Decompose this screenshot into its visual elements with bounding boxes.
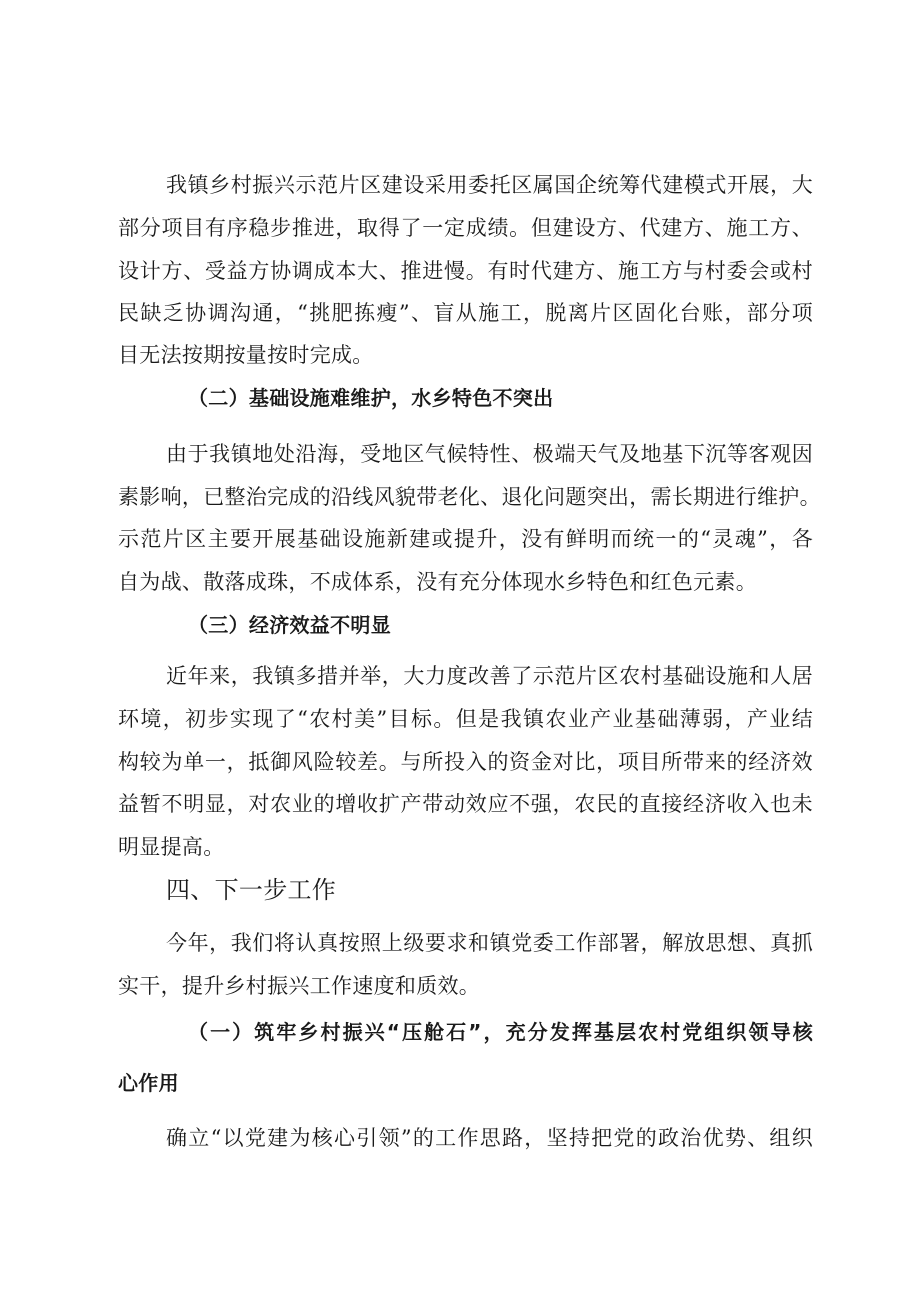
- paragraph-2-line-4: 自为战、散落成珠，不成体系，没有充分体现水乡特色和红色元素。: [118, 570, 757, 594]
- section-heading-2: （二）基础设施难维护，水乡特色不突出: [188, 386, 554, 410]
- subsection-heading-1-line-1: （一）筑牢乡村振兴“压舱石”，充分发挥基层农村党组织领导核: [188, 1020, 813, 1044]
- section-heading-3: （三）经济效益不明显: [188, 613, 391, 637]
- paragraph-4-line-2: 实干，提升乡村振兴工作速度和质效。: [118, 974, 481, 998]
- paragraph-3-line-4: 益暂不明显，对农业的增收扩产带动效应不强，农民的直接经济收入也未: [118, 792, 813, 816]
- paragraph-1-line-3: 设计方、受益方协调成本大、推进慢。有时代建方、施工方与村委会或村: [118, 259, 813, 283]
- paragraph-1-line-5: 目无法按期按量按时完成。: [118, 343, 374, 367]
- chapter-heading-4: 四、下一步工作: [166, 876, 337, 904]
- paragraph-1-line-2: 部分项目有序稳步推进，取得了一定成绩。但建设方、代建方、施工方、: [118, 216, 813, 240]
- paragraph-2-line-3: 示范片区主要开展基础设施新建或提升，没有鲜明而统一的“灵魂”，各: [118, 527, 813, 551]
- paragraph-3-line-1: 近年来，我镇多措并举，大力度改善了示范片区农村基础设施和人居: [166, 664, 813, 688]
- paragraph-5-line-1: 确立“以党建为核心引领”的工作思路，坚持把党的政治优势、组织: [166, 1126, 813, 1150]
- paragraph-2-line-2: 素影响，已整治完成的沿线风貌带老化、退化问题突出，需长期进行维护。: [118, 485, 821, 509]
- paragraph-3-line-2: 环境，初步实现了“农村美”目标。但是我镇农业产业基础薄弱，产业结: [118, 707, 813, 731]
- paragraph-1-line-4: 民缺乏协调沟通，“挑肥拣瘦”、盲从施工，脱离片区固化台账，部分项: [118, 301, 813, 325]
- paragraph-4-line-1: 今年，我们将认真按照上级要求和镇党委工作部署，解放思想、真抓: [166, 931, 813, 955]
- paragraph-3-line-3: 构较为单一，抵御风险较差。与所投入的资金对比，项目所带来的经济效: [118, 750, 813, 774]
- paragraph-3-line-5: 明显提高。: [118, 835, 225, 859]
- paragraph-2-line-1: 由于我镇地处沿海，受地区气候特性、极端天气及地基下沉等客观因: [166, 442, 813, 466]
- paragraph-1-line-1: 我镇乡村振兴示范片区建设采用委托区属国企统筹代建模式开展，大: [166, 173, 813, 197]
- subsection-heading-1-line-2: 心作用: [118, 1071, 179, 1095]
